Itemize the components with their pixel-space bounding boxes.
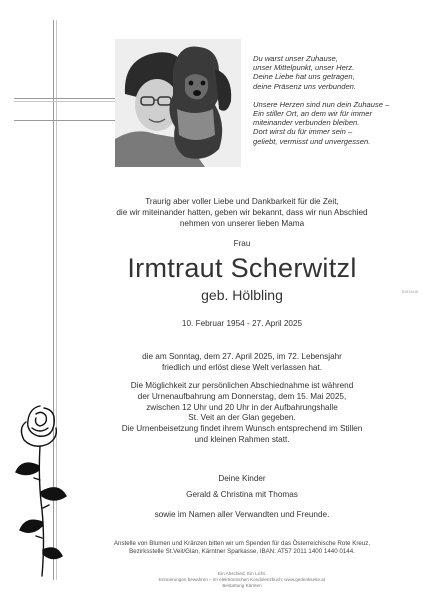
- cross-horizontal-line: [14, 98, 118, 99]
- poem-line: unser Mittelpunkt, unser Herz.: [253, 63, 355, 73]
- paragraph-line: St. Veit an der Glan gegeben.: [188, 413, 296, 423]
- poem-stanza-2: [253, 100, 413, 146]
- poem-line: Unsere Herzen sind nun dein Zuhause –: [253, 99, 390, 109]
- poem-line: deine Präsenz uns verbunden.: [253, 81, 357, 91]
- deceased-name: Irmtraut Scherwitzl: [127, 253, 357, 283]
- paragraph-line: Die Urnenbeisetzung findet ihrem Wunsch entsprechend im Stillen: [121, 424, 363, 433]
- mourners-relatives: sowie im Namen aller Verwandten und Freunde.: [154, 510, 330, 519]
- burial-paragraph: [60, 424, 424, 446]
- cross-horizontal-line-lower: [14, 120, 118, 121]
- portrait-photo: [115, 39, 241, 167]
- poem-line: miteinander verbunden bleiben.: [253, 118, 360, 128]
- poem-line: Ein stiller Ort, an dem wir für immer: [253, 109, 372, 119]
- poem-stanza-1: [253, 54, 413, 91]
- paragraph-line: die am Sonntag, dem 27. April 2025, im 72. Lebensjahr: [142, 352, 342, 361]
- poem-line: Dort wirst du für immer sein –: [253, 127, 353, 137]
- portrait-photo-drawing: [115, 39, 241, 167]
- paragraph-line: friedlich und erlöst diese Welt verlassen hat.: [161, 362, 323, 372]
- paragraph-line: und kleinen Rahmen statt.: [194, 434, 290, 444]
- footer-line: Anstelle von Blumen und Kränzen bitten wir um Spenden für das Österreichische Rote Kreuz,: [113, 540, 371, 547]
- paragraph-line: der Urnenaufbahrung am Donnerstag, dem 15. Mai 2025,: [137, 391, 347, 401]
- cross-horizontal-line-shadow: [14, 101, 118, 102]
- viewing-paragraph: [60, 381, 424, 424]
- footer-line: Bezirksstelle St.Veit/Glan, Kärntner Sparkasse, IBAN: AT57 2011 1400 1440 0144.: [129, 548, 355, 555]
- funeral-home-imprint: [60, 571, 424, 589]
- poem-line: geliebt, vermisst und unvergessen.: [253, 136, 371, 146]
- paragraph-line: Die Möglichkeit zur persönlichen Abschiednahme ist während: [130, 381, 354, 390]
- intro-text: [60, 196, 424, 229]
- poem: [253, 54, 413, 155]
- death-notice-paragraph: [60, 352, 424, 374]
- mourners-names: Gerald & Christina mit Thomas: [186, 490, 298, 499]
- imprint-line: Ein Abschied. Ein Licht.: [217, 571, 266, 576]
- maiden-name: geb. Hölbling: [201, 287, 283, 303]
- life-dates: 10. Februar 1954 - 27. April 2025: [181, 319, 303, 328]
- donation-notice: [60, 540, 424, 556]
- mourners-heading: Deine Kinder: [218, 474, 266, 483]
- poem-line: Du warst unser Zuhause,: [253, 54, 338, 63]
- intro-line: nehmen von unserer lieben Mama: [179, 219, 305, 228]
- imprint-line: Erinnerungen bewahren – im elektronischen Kondolenzbuch: www.gedenkseite.at: [158, 577, 326, 582]
- intro-line: Traurig aber voller Liebe und Dankbarkeit für die Zeit,: [145, 197, 339, 206]
- document-code: R1874418: [401, 290, 418, 294]
- paragraph-line: zwischen 12 Uhr und 20 Uhr in der Aufbahrungshalle: [146, 402, 338, 412]
- intro-line: die wir miteinander hatten, geben wir bekannt, dass wir nun Abschied: [116, 208, 368, 217]
- salutation: Frau: [233, 239, 251, 248]
- poem-line: Deine Liebe hat uns getragen,: [253, 72, 355, 82]
- imprint-line: Bestattung Kärnten: [222, 583, 262, 588]
